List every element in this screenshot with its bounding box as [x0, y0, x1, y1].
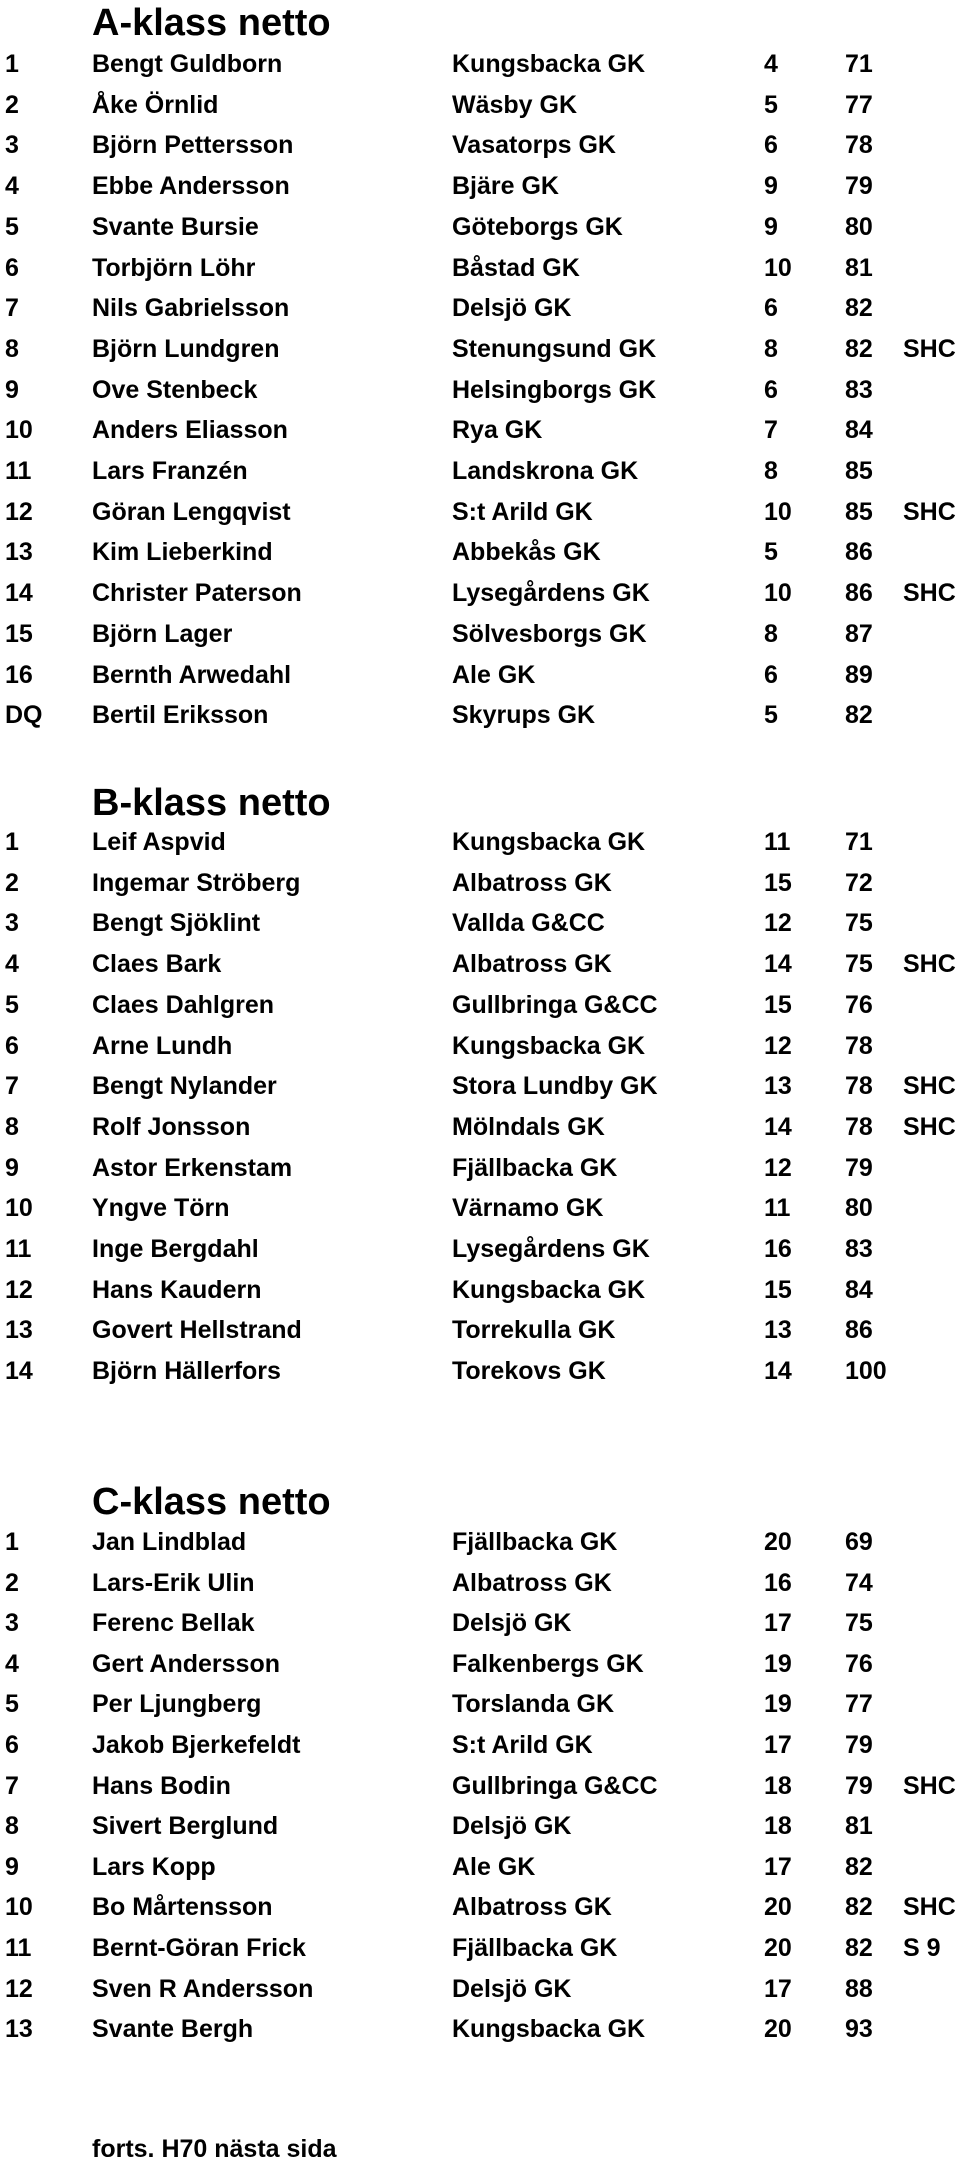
cell-hcp: 7: [764, 416, 778, 444]
cell-pos: 8: [5, 1812, 19, 1840]
cell-score: 86: [845, 579, 873, 607]
cell-hcp: 20: [764, 2015, 792, 2043]
cell-name: Lars-Erik Ulin: [92, 1569, 255, 1597]
cell-club: Torslanda GK: [452, 1690, 615, 1718]
cell-name: Christer Paterson: [92, 579, 302, 607]
cell-score: 89: [845, 661, 873, 689]
cell-pos: 6: [5, 254, 19, 282]
cell-club: Stora Lundby GK: [452, 1072, 658, 1100]
table-row: [0, 863, 960, 903]
table-row: [0, 1066, 960, 1106]
cell-club: Falkenbergs GK: [452, 1650, 644, 1678]
table-row: [0, 1928, 960, 1968]
cell-hcp: 20: [764, 1528, 792, 1556]
cell-hcp: 6: [764, 294, 778, 322]
cell-score: 84: [845, 416, 873, 444]
cell-pos: 11: [5, 457, 32, 485]
table-row: [0, 614, 960, 654]
cell-hcp: 13: [764, 1072, 792, 1100]
cell-score: 79: [845, 172, 873, 200]
cell-club: Stenungsund GK: [452, 335, 657, 363]
cell-club: Albatross GK: [452, 1893, 612, 1921]
cell-name: Gert Andersson: [92, 1650, 281, 1678]
cell-score: 82: [845, 1934, 873, 1962]
table-row: [0, 44, 960, 84]
cell-pos: 14: [5, 579, 33, 607]
table-row: [0, 944, 960, 984]
cell-name: Björn Pettersson: [92, 131, 294, 159]
cell-pos: 5: [5, 213, 19, 241]
cell-score: 75: [845, 950, 873, 978]
cell-note: SHC: [903, 335, 956, 363]
cell-pos: 13: [5, 1316, 33, 1344]
cell-name: Yngve Törn: [92, 1194, 230, 1222]
cell-score: 82: [845, 1853, 873, 1881]
cell-pos: 7: [5, 294, 19, 322]
cell-hcp: 17: [764, 1731, 792, 1759]
cell-pos: 9: [5, 1154, 19, 1182]
table-row: [0, 329, 960, 369]
cell-hcp: 14: [764, 1113, 792, 1141]
cell-hcp: 8: [764, 620, 778, 648]
cell-name: Svante Bursie: [92, 213, 259, 241]
cell-club: Rya GK: [452, 416, 543, 444]
cell-pos: 10: [5, 1194, 33, 1222]
cell-club: Albatross GK: [452, 950, 612, 978]
cell-score: 85: [845, 457, 873, 485]
cell-pos: 6: [5, 1731, 19, 1759]
cell-hcp: 10: [764, 498, 792, 526]
table-row: [0, 1725, 960, 1765]
cell-score: 72: [845, 869, 873, 897]
table-row: [0, 1644, 960, 1684]
table-row: [0, 1229, 960, 1269]
cell-club: Göteborgs GK: [452, 213, 623, 241]
cell-name: Per Ljungberg: [92, 1690, 262, 1718]
cell-score: 86: [845, 538, 873, 566]
cell-hcp: 11: [764, 828, 791, 856]
cell-name: Claes Bark: [92, 950, 222, 978]
cell-hcp: 15: [764, 1276, 792, 1304]
cell-score: 69: [845, 1528, 873, 1556]
cell-note: SHC: [903, 1893, 956, 1921]
cell-score: 81: [845, 1812, 873, 1840]
cell-hcp: 14: [764, 1357, 792, 1385]
cell-name: Bernth Arwedahl: [92, 661, 292, 689]
cell-club: Kungsbacka GK: [452, 50, 646, 78]
cell-note: SHC: [903, 1772, 956, 1800]
cell-club: Fjällbacka GK: [452, 1934, 618, 1962]
cell-pos: 5: [5, 991, 19, 1019]
table-row: [0, 1563, 960, 1603]
cell-score: 83: [845, 1235, 873, 1263]
cell-name: Hans Bodin: [92, 1772, 231, 1800]
cell-club: Torrekulla GK: [452, 1316, 616, 1344]
cell-pos: 4: [5, 172, 19, 200]
cell-hcp: 20: [764, 1934, 792, 1962]
cell-club: Vasatorps GK: [452, 131, 616, 159]
cell-name: Ingemar Ströberg: [92, 869, 301, 897]
table-row: [0, 1847, 960, 1887]
cell-hcp: 15: [764, 869, 792, 897]
cell-club: Delsjö GK: [452, 294, 572, 322]
cell-club: Kungsbacka GK: [452, 828, 646, 856]
cell-name: Åke Örnlid: [92, 91, 219, 119]
table-row: [0, 1188, 960, 1228]
table-row: [0, 573, 960, 613]
cell-club: Båstad GK: [452, 254, 580, 282]
cell-club: Albatross GK: [452, 1569, 612, 1597]
cell-score: 83: [845, 376, 873, 404]
table-row: [0, 822, 960, 862]
cell-pos: 3: [5, 1609, 19, 1637]
cell-hcp: 11: [764, 1194, 791, 1222]
cell-note: S 9: [903, 1934, 941, 1962]
cell-score: 81: [845, 254, 873, 282]
table-row: [0, 451, 960, 491]
cell-score: 82: [845, 335, 873, 363]
cell-score: 74: [845, 1569, 873, 1597]
cell-club: Bjäre GK: [452, 172, 559, 200]
cell-pos: 10: [5, 1893, 33, 1921]
cell-hcp: 9: [764, 213, 778, 241]
cell-score: 76: [845, 1650, 873, 1678]
cell-name: Bengt Sjöklint: [92, 909, 261, 937]
cell-hcp: 9: [764, 172, 778, 200]
cell-club: Abbekås GK: [452, 538, 601, 566]
cell-hcp: 16: [764, 1569, 792, 1597]
cell-name: Bengt Guldborn: [92, 50, 283, 78]
table-row: [0, 207, 960, 247]
table-row: [0, 655, 960, 695]
table-row: [0, 1310, 960, 1350]
cell-hcp: 17: [764, 1975, 792, 2003]
cell-pos: 5: [5, 1690, 19, 1718]
cell-pos: 12: [5, 498, 33, 526]
cell-hcp: 13: [764, 1316, 792, 1344]
cell-club: S:t Arild GK: [452, 498, 593, 526]
cell-hcp: 17: [764, 1609, 792, 1637]
cell-club: Gullbringa G&CC: [452, 991, 658, 1019]
table-row: [0, 2009, 960, 2049]
cell-note: SHC: [903, 579, 956, 607]
cell-name: Rolf Jonsson: [92, 1113, 251, 1141]
cell-club: S:t Arild GK: [452, 1731, 593, 1759]
cell-hcp: 16: [764, 1235, 792, 1263]
cell-club: Torekovs GK: [452, 1357, 606, 1385]
table-row: [0, 1351, 960, 1391]
cell-hcp: 18: [764, 1772, 792, 1800]
table-row: [0, 1148, 960, 1188]
cell-score: 78: [845, 1032, 873, 1060]
cell-club: Vallda G&CC: [452, 909, 605, 937]
cell-pos: DQ: [5, 701, 43, 729]
cell-pos: 11: [5, 1934, 32, 1962]
cell-name: Björn Lundgren: [92, 335, 280, 363]
cell-pos: 2: [5, 91, 19, 119]
cell-hcp: 8: [764, 457, 778, 485]
table-row: [0, 532, 960, 572]
cell-hcp: 8: [764, 335, 778, 363]
cell-score: 79: [845, 1772, 873, 1800]
cell-note: SHC: [903, 1072, 956, 1100]
table-row: [0, 1026, 960, 1066]
cell-pos: 4: [5, 950, 19, 978]
cell-club: Delsjö GK: [452, 1609, 572, 1637]
cell-hcp: 5: [764, 91, 778, 119]
cell-club: Lysegårdens GK: [452, 579, 650, 607]
table-row: [0, 1107, 960, 1147]
cell-name: Ebbe Andersson: [92, 172, 290, 200]
cell-club: Mölndals GK: [452, 1113, 605, 1141]
cell-club: Sölvesborgs GK: [452, 620, 647, 648]
cell-club: Lysegårdens GK: [452, 1235, 650, 1263]
cell-hcp: 12: [764, 909, 792, 937]
cell-score: 93: [845, 2015, 873, 2043]
cell-name: Björn Lager: [92, 620, 233, 648]
cell-name: Hans Kaudern: [92, 1276, 262, 1304]
cell-name: Kim Lieberkind: [92, 538, 273, 566]
cell-score: 80: [845, 1194, 873, 1222]
cell-club: Kungsbacka GK: [452, 2015, 646, 2043]
cell-club: Kungsbacka GK: [452, 1032, 646, 1060]
continuation-note: forts. H70 nästa sida: [92, 2135, 337, 2163]
cell-name: Ferenc Bellak: [92, 1609, 255, 1637]
cell-hcp: 18: [764, 1812, 792, 1840]
cell-pos: 9: [5, 376, 19, 404]
table-row: [0, 85, 960, 125]
table-row: [0, 985, 960, 1025]
cell-club: Gullbringa G&CC: [452, 1772, 658, 1800]
table-row: [0, 410, 960, 450]
table-row: [0, 1969, 960, 2009]
cell-pos: 2: [5, 1569, 19, 1597]
cell-note: SHC: [903, 498, 956, 526]
table-row: [0, 1887, 960, 1927]
cell-club: Ale GK: [452, 661, 536, 689]
cell-name: Anders Eliasson: [92, 416, 288, 444]
cell-name: Claes Dahlgren: [92, 991, 275, 1019]
cell-pos: 16: [5, 661, 33, 689]
cell-score: 78: [845, 1113, 873, 1141]
table-row: [0, 695, 960, 735]
cell-hcp: 12: [764, 1032, 792, 1060]
cell-name: Jan Lindblad: [92, 1528, 247, 1556]
cell-pos: 1: [5, 1528, 19, 1556]
cell-name: Bengt Nylander: [92, 1072, 277, 1100]
cell-pos: 7: [5, 1072, 19, 1100]
cell-club: Landskrona GK: [452, 457, 639, 485]
cell-pos: 12: [5, 1975, 33, 2003]
cell-pos: 8: [5, 1113, 19, 1141]
section-title: B-klass netto: [92, 782, 331, 824]
cell-name: Svante Bergh: [92, 2015, 254, 2043]
cell-hcp: 6: [764, 131, 778, 159]
cell-name: Lars Franzén: [92, 457, 248, 485]
cell-score: 78: [845, 131, 873, 159]
cell-name: Inge Bergdahl: [92, 1235, 259, 1263]
table-row: [0, 166, 960, 206]
cell-club: Fjällbacka GK: [452, 1528, 618, 1556]
cell-score: 77: [845, 1690, 873, 1718]
cell-club: Helsingborgs GK: [452, 376, 657, 404]
cell-pos: 12: [5, 1276, 33, 1304]
cell-hcp: 6: [764, 661, 778, 689]
cell-hcp: 20: [764, 1893, 792, 1921]
cell-club: Delsjö GK: [452, 1975, 572, 2003]
table-row: [0, 1603, 960, 1643]
cell-hcp: 15: [764, 991, 792, 1019]
table-row: [0, 125, 960, 165]
table-row: [0, 1806, 960, 1846]
cell-club: Delsjö GK: [452, 1812, 572, 1840]
cell-name: Bo Mårtensson: [92, 1893, 273, 1921]
cell-name: Jakob Bjerkefeldt: [92, 1731, 301, 1759]
cell-score: 85: [845, 498, 873, 526]
table-row: [0, 248, 960, 288]
cell-pos: 6: [5, 1032, 19, 1060]
cell-score: 75: [845, 1609, 873, 1637]
cell-pos: 1: [5, 828, 19, 856]
cell-hcp: 6: [764, 376, 778, 404]
cell-name: Göran Lengqvist: [92, 498, 291, 526]
cell-score: 78: [845, 1072, 873, 1100]
section-title: C-klass netto: [92, 1481, 331, 1523]
table-row: [0, 288, 960, 328]
table-row: [0, 370, 960, 410]
cell-score: 87: [845, 620, 873, 648]
cell-hcp: 12: [764, 1154, 792, 1182]
cell-hcp: 10: [764, 579, 792, 607]
cell-note: SHC: [903, 950, 956, 978]
cell-score: 79: [845, 1154, 873, 1182]
cell-club: Albatross GK: [452, 869, 612, 897]
cell-pos: 1: [5, 50, 19, 78]
cell-name: Govert Hellstrand: [92, 1316, 302, 1344]
cell-hcp: 14: [764, 950, 792, 978]
table-row: [0, 1766, 960, 1806]
cell-hcp: 4: [764, 50, 778, 78]
cell-score: 76: [845, 991, 873, 1019]
cell-name: Leif Aspvid: [92, 828, 226, 856]
cell-pos: 4: [5, 1650, 19, 1678]
cell-hcp: 10: [764, 254, 792, 282]
table-row: [0, 1270, 960, 1310]
cell-hcp: 5: [764, 538, 778, 566]
cell-club: Kungsbacka GK: [452, 1276, 646, 1304]
cell-pos: 10: [5, 416, 33, 444]
cell-name: Nils Gabrielsson: [92, 294, 290, 322]
cell-hcp: 5: [764, 701, 778, 729]
cell-note: SHC: [903, 1113, 956, 1141]
cell-name: Astor Erkenstam: [92, 1154, 293, 1182]
cell-score: 84: [845, 1276, 873, 1304]
cell-name: Torbjörn Löhr: [92, 254, 256, 282]
cell-pos: 8: [5, 335, 19, 363]
cell-score: 86: [845, 1316, 873, 1344]
cell-score: 82: [845, 294, 873, 322]
cell-club: Fjällbacka GK: [452, 1154, 618, 1182]
cell-score: 100: [845, 1357, 887, 1385]
table-row: [0, 492, 960, 532]
cell-score: 80: [845, 213, 873, 241]
cell-name: Sven R Andersson: [92, 1975, 314, 2003]
cell-score: 71: [845, 50, 873, 78]
cell-name: Bernt-Göran Frick: [92, 1934, 306, 1962]
section-title: A-klass netto: [92, 2, 331, 44]
cell-name: Sivert Berglund: [92, 1812, 279, 1840]
table-row: [0, 1684, 960, 1724]
cell-club: Värnamo GK: [452, 1194, 604, 1222]
cell-name: Bertil Eriksson: [92, 701, 269, 729]
cell-pos: 15: [5, 620, 33, 648]
cell-pos: 14: [5, 1357, 33, 1385]
cell-club: Ale GK: [452, 1853, 536, 1881]
cell-pos: 3: [5, 909, 19, 937]
cell-club: Wäsby GK: [452, 91, 578, 119]
cell-hcp: 19: [764, 1650, 792, 1678]
cell-score: 82: [845, 1893, 873, 1921]
cell-pos: 11: [5, 1235, 32, 1263]
cell-pos: 9: [5, 1853, 19, 1881]
cell-pos: 13: [5, 2015, 33, 2043]
cell-hcp: 19: [764, 1690, 792, 1718]
cell-pos: 3: [5, 131, 19, 159]
cell-score: 88: [845, 1975, 873, 2003]
cell-club: Skyrups GK: [452, 701, 596, 729]
table-row: [0, 903, 960, 943]
cell-pos: 13: [5, 538, 33, 566]
cell-score: 71: [845, 828, 873, 856]
table-row: [0, 1522, 960, 1562]
cell-name: Lars Kopp: [92, 1853, 216, 1881]
cell-hcp: 17: [764, 1853, 792, 1881]
cell-pos: 2: [5, 869, 19, 897]
cell-name: Arne Lundh: [92, 1032, 233, 1060]
cell-pos: 7: [5, 1772, 19, 1800]
cell-score: 75: [845, 909, 873, 937]
cell-score: 77: [845, 91, 873, 119]
cell-name: Ove Stenbeck: [92, 376, 258, 404]
cell-score: 82: [845, 701, 873, 729]
cell-name: Björn Hällerfors: [92, 1357, 281, 1385]
cell-score: 79: [845, 1731, 873, 1759]
